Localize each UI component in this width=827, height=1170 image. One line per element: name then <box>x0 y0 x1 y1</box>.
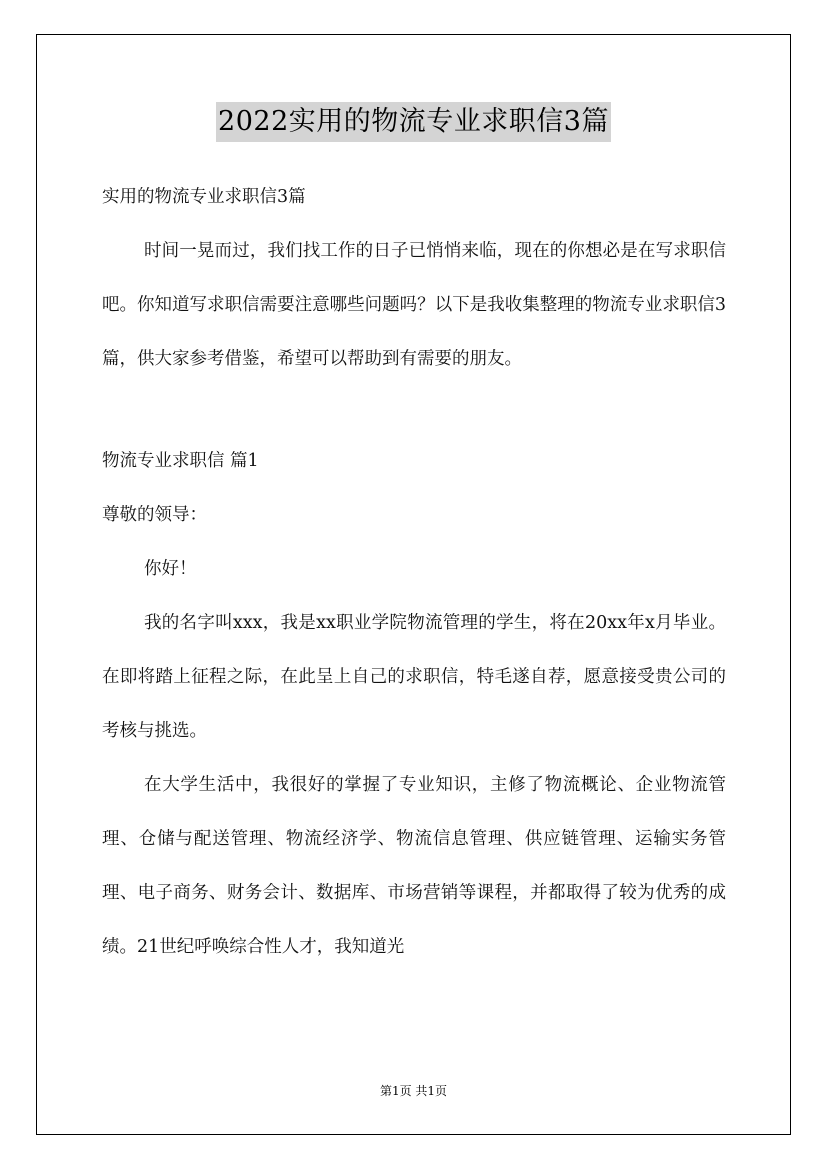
body-paragraph-1: 我的名字叫xxx，我是xx职业学院物流管理的学生，将在20xx年x月毕业。在即将踏上征程之际，在此呈上自己的求职信，特毛遂自荐，愿意接受贵公司的考核与挑选。 <box>102 613 726 741</box>
title-container <box>0 102 827 142</box>
document-body <box>102 170 726 974</box>
greeting: 你好！ <box>144 559 197 579</box>
spacer <box>102 386 726 434</box>
body-paragraph-2: 在大学生活中，我很好的掌握了专业知识，主修了物流概论、企业物流管理、仓储与配送管理、物流经济学、物流信息管理、供应链管理、运输实务管理、电子商务、财务会计、数据库、市场营销等课程，并都取得了较为优秀的成绩。21世纪呼唤综合性人才，我知道光 <box>102 775 726 957</box>
intro-paragraph: 时间一晃而过，我们找工作的日子已悄悄来临，现在的你想必是在写求职信吧。你知道写求职信需要注意哪些问题吗？以下是我收集整理的物流专业求职信3篇，供大家参考借鉴，希望可以帮助到有需要的朋友。 <box>102 241 726 369</box>
page-footer <box>0 1082 827 1099</box>
salutation: 尊敬的领导： <box>102 505 207 525</box>
page-number: 第1页 共1页 <box>379 1084 448 1098</box>
section-heading: 物流专业求职信 篇1 <box>102 451 259 471</box>
document-title: 2022实用的物流专业求职信3篇 <box>216 102 611 142</box>
document-subtitle: 实用的物流专业求职信3篇 <box>102 187 306 207</box>
